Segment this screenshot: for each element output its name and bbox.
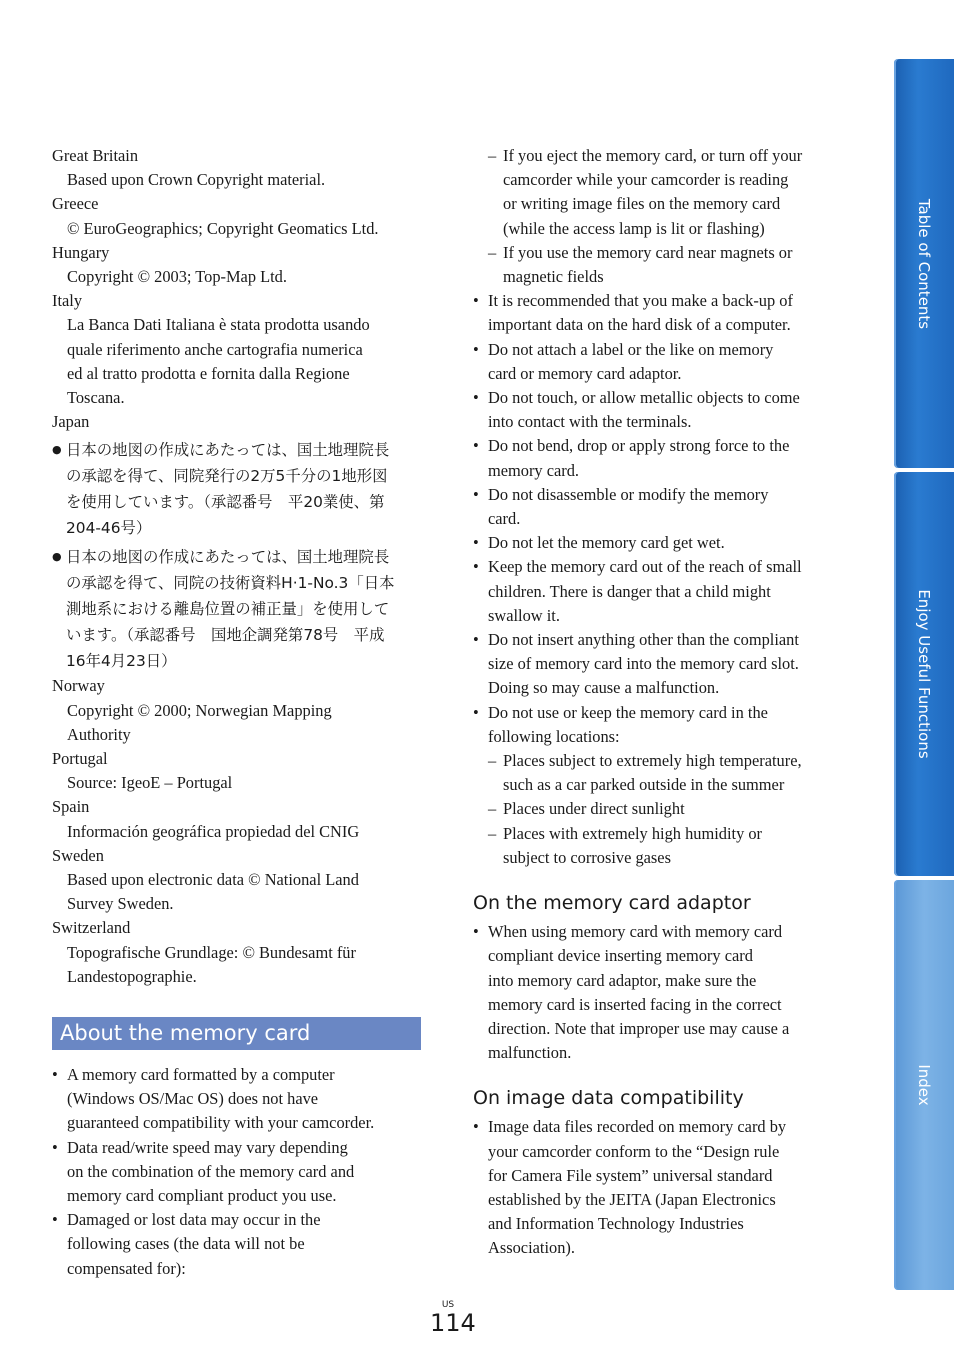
text-line: memory card. bbox=[488, 460, 580, 480]
list-item bbox=[52, 1136, 427, 1209]
text-line: on the combination of the memory card and bbox=[67, 1161, 355, 1181]
text-line: Do not attach a label or the like on memory bbox=[488, 339, 774, 359]
text-line: your camcorder conform to the “Design rule bbox=[488, 1141, 780, 1161]
text-line: size of memory card into the memory card slot. bbox=[488, 654, 799, 674]
text-line: 日本の地図の作成にあたっては、国土地理院長 bbox=[66, 548, 390, 567]
text-line: Survey Sweden. bbox=[67, 894, 174, 914]
text-line: Image data files recorded on memory card by bbox=[488, 1117, 787, 1137]
text-line: Información geográfica propiedad del CNIG bbox=[67, 821, 360, 841]
text-line: quale riferimento anche cartografia numerica bbox=[67, 339, 363, 359]
list-item bbox=[473, 701, 845, 749]
text-line: Topografische Grundlage: © Bundesamt für bbox=[67, 942, 356, 962]
bullet-icon: • bbox=[473, 388, 479, 408]
subheading-compatibility: On image data compatibility bbox=[473, 1087, 744, 1110]
text-line: card or memory card adaptor. bbox=[488, 363, 682, 383]
list-item bbox=[473, 144, 845, 241]
list-item bbox=[473, 386, 845, 434]
list-item bbox=[52, 437, 427, 541]
text-line: compensated for): bbox=[67, 1258, 186, 1278]
bullet-icon: • bbox=[52, 1210, 58, 1230]
text-line: Authority bbox=[67, 724, 131, 744]
text-line: If you use the memory card near magnets or bbox=[503, 242, 793, 262]
bullet-icon: • bbox=[473, 630, 479, 650]
text-line: and Information Technology Industries bbox=[488, 1214, 744, 1234]
text-line: (Windows OS/Mac OS) does not have bbox=[67, 1089, 319, 1109]
text-line: © EuroGeographics; Copyright Geomatics Ltd. bbox=[67, 218, 379, 238]
country-detail bbox=[67, 265, 427, 289]
text-line: compliant device inserting memory card bbox=[488, 946, 753, 966]
text-line: or writing image files on the memory card bbox=[503, 194, 781, 214]
text-line: Doing so may cause a malfunction. bbox=[488, 678, 720, 698]
country-name: Sweden bbox=[52, 845, 104, 865]
text-line: 204-46号） bbox=[66, 519, 152, 538]
country-name: Greece bbox=[52, 194, 99, 214]
list-item bbox=[473, 749, 845, 797]
country-detail bbox=[67, 868, 427, 916]
bullet-icon: • bbox=[473, 557, 479, 577]
tab-label: Index bbox=[915, 1064, 933, 1106]
text-line: subject to corrosive gases bbox=[503, 847, 671, 867]
bullet-icon: ● bbox=[52, 550, 62, 564]
dash-icon: – bbox=[488, 751, 497, 771]
text-line: Source: IgeoE – Portugal bbox=[67, 773, 233, 793]
tab-label: Enjoy Useful Functions bbox=[915, 589, 933, 759]
bullet-icon: • bbox=[473, 702, 479, 722]
text-line: (while the access lamp is lit or flashing) bbox=[503, 218, 765, 238]
tab-enjoy-useful-functions[interactable] bbox=[894, 472, 954, 876]
country-name: Switzerland bbox=[52, 918, 131, 938]
country-detail bbox=[67, 699, 427, 747]
bullet-icon: • bbox=[473, 1117, 479, 1137]
list-item bbox=[473, 434, 845, 482]
text-line: Based upon electronic data © National Land bbox=[67, 870, 359, 890]
text-line: Based upon Crown Copyright material. bbox=[67, 170, 326, 190]
bullet-icon: ● bbox=[52, 443, 62, 457]
bullet-icon: • bbox=[52, 1137, 58, 1157]
text-line: います。（承認番号 国地企調発第78号 平成 bbox=[66, 626, 385, 645]
text-line: Do not disassemble or modify the memory bbox=[488, 484, 769, 504]
text-line: Data read/write speed may vary depending bbox=[67, 1137, 348, 1157]
left-column bbox=[52, 144, 427, 989]
region-code: US bbox=[441, 1300, 455, 1310]
text-line: swallow it. bbox=[488, 605, 560, 625]
list-item bbox=[473, 797, 845, 821]
text-line: direction. Note that improper use may cause a bbox=[488, 1018, 790, 1038]
text-line: Do not bend, drop or apply strong force to the bbox=[488, 436, 790, 456]
text-line: memory card compliant product you use. bbox=[67, 1186, 337, 1206]
tab-label: Table of Contents bbox=[915, 198, 933, 329]
text-line: important data on the hard disk of a computer. bbox=[488, 315, 791, 335]
text-line: の承認を得て、同院の技術資料H·1-No.3「日本 bbox=[66, 574, 395, 593]
text-line: Places subject to extremely high temperature, bbox=[503, 751, 802, 771]
country-detail bbox=[67, 313, 427, 410]
country-name: Great Britain bbox=[52, 146, 139, 165]
text-line: 測地系における離島位置の補正量」を使用して bbox=[66, 600, 390, 619]
bullet-icon: • bbox=[473, 533, 479, 553]
text-line: ed al tratto prodotta e fornita dalla Regione bbox=[67, 363, 350, 383]
text-line: を使用しています。（承認番号 平20業使、第 bbox=[66, 493, 385, 512]
text-line: card. bbox=[488, 509, 521, 529]
text-line: When using memory card with memory card bbox=[488, 922, 783, 942]
dash-icon: – bbox=[488, 242, 497, 262]
country-detail bbox=[67, 820, 427, 844]
text-line: 16年4月23日） bbox=[66, 652, 177, 671]
page-number-value: 114 bbox=[430, 1309, 476, 1337]
text-line: following cases (the data will not be bbox=[67, 1234, 305, 1254]
text-line: following locations: bbox=[488, 726, 620, 746]
tab-table-of-contents[interactable] bbox=[894, 59, 954, 468]
text-line: Copyright © 2003; Top-Map Ltd. bbox=[67, 267, 287, 287]
country-detail bbox=[67, 771, 427, 795]
right-column bbox=[473, 144, 845, 1261]
text-line: Keep the memory card out of the reach of small bbox=[488, 557, 802, 577]
text-line: It is recommended that you make a back-up of bbox=[488, 291, 793, 311]
bullet-icon: • bbox=[473, 339, 479, 359]
page-number bbox=[430, 1300, 476, 1337]
text-line: camcorder while your camcorder is reading bbox=[503, 170, 789, 190]
bullet-icon: • bbox=[473, 484, 479, 504]
list-item bbox=[473, 241, 845, 289]
text-line: の承認を得て、同院発行の2万5千分の1地形図 bbox=[66, 467, 388, 486]
text-line: established by the JEITA (Japan Electronics bbox=[488, 1189, 776, 1209]
text-line: A memory card formatted by a computer bbox=[67, 1065, 335, 1084]
list-item bbox=[473, 289, 845, 337]
country-name: Japan bbox=[52, 412, 90, 432]
country-detail bbox=[67, 217, 427, 241]
text-line: children. There is danger that a child might bbox=[488, 581, 771, 601]
text-line: guaranteed compatibility with your camcorder. bbox=[67, 1113, 375, 1133]
country-name: Portugal bbox=[52, 749, 108, 769]
text-line: Do not use or keep the memory card in the bbox=[488, 702, 768, 722]
text-line: Places under direct sunlight bbox=[503, 799, 685, 819]
text-line: Landestopographie. bbox=[67, 966, 197, 986]
text-line: Toscana. bbox=[67, 388, 125, 408]
country-name: Spain bbox=[52, 797, 90, 817]
section-title-about-memory-card: About the memory card bbox=[52, 1017, 421, 1050]
dash-icon: – bbox=[488, 823, 497, 843]
text-line: into memory card adaptor, make sure the bbox=[488, 970, 757, 990]
list-item bbox=[473, 1115, 845, 1260]
country-detail bbox=[67, 941, 427, 989]
text-line: malfunction. bbox=[488, 1043, 572, 1063]
text-line: memory card is inserted facing in the correct bbox=[488, 994, 782, 1014]
text-line: La Banca Dati Italiana è stata prodotta usando bbox=[67, 315, 370, 335]
bullet-icon: • bbox=[52, 1065, 58, 1084]
list-item bbox=[473, 531, 845, 555]
text-line: such as a car parked outside in the summer bbox=[503, 775, 785, 795]
dash-icon: – bbox=[488, 799, 497, 819]
text-line: Association). bbox=[488, 1238, 575, 1258]
country-name: Italy bbox=[52, 291, 83, 311]
country-name: Norway bbox=[52, 676, 105, 696]
list-item bbox=[473, 338, 845, 386]
text-line: into contact with the terminals. bbox=[488, 412, 692, 432]
text-line: Do not insert anything other than the compliant bbox=[488, 630, 799, 650]
subheading-adaptor: On the memory card adaptor bbox=[473, 892, 751, 915]
list-item bbox=[473, 822, 845, 870]
list-item bbox=[473, 483, 845, 531]
text-line: Do not let the memory card get wet. bbox=[488, 533, 725, 553]
memory-card-notes bbox=[52, 1063, 427, 1281]
text-line: magnetic fields bbox=[503, 267, 604, 287]
list-item bbox=[473, 555, 845, 628]
bullet-icon: • bbox=[473, 436, 479, 456]
text-line: Damaged or lost data may occur in the bbox=[67, 1210, 321, 1230]
text-line: Places with extremely high humidity or bbox=[503, 823, 763, 843]
dash-icon: – bbox=[488, 146, 497, 165]
tab-index[interactable] bbox=[894, 880, 954, 1290]
text-line: If you eject the memory card, or turn off your bbox=[503, 146, 803, 165]
list-item bbox=[473, 920, 845, 1065]
list-item bbox=[52, 1063, 427, 1136]
country-name: Hungary bbox=[52, 242, 110, 262]
side-navigation bbox=[894, 59, 954, 1290]
country-detail bbox=[67, 168, 427, 192]
bullet-icon: • bbox=[473, 291, 479, 311]
text-line: Do not touch, or allow metallic objects to come bbox=[488, 388, 800, 408]
list-item bbox=[52, 544, 427, 674]
list-item bbox=[52, 1208, 427, 1281]
text-line: 日本の地図の作成にあたっては、国土地理院長 bbox=[66, 441, 390, 460]
bullet-icon: • bbox=[473, 922, 479, 942]
text-line: Copyright © 2000; Norwegian Mapping bbox=[67, 700, 332, 720]
text-line: for Camera File system” universal standard bbox=[488, 1165, 773, 1185]
list-item bbox=[473, 628, 845, 701]
